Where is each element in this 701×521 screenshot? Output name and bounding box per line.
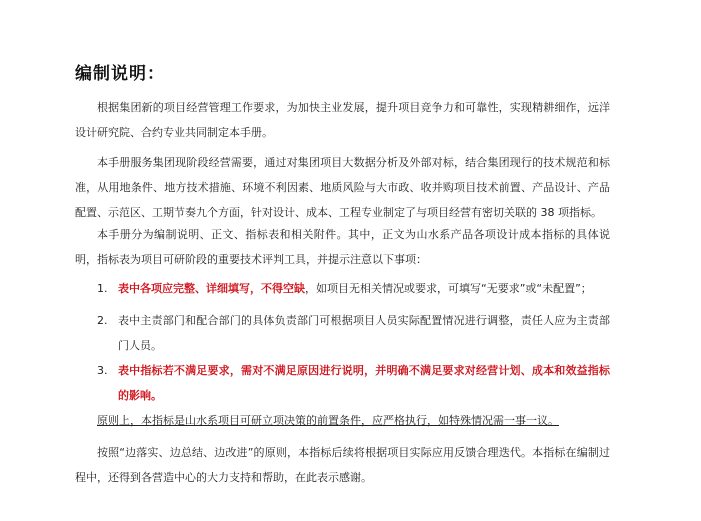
page-title: 编制说明： bbox=[75, 64, 165, 84]
intro-paragraph: 根据集团新的项目经营管理工作要求，为加快主业发展，提升项目竞争力和可靠性，实现精耕细作，远洋设计研究院、合约专业共同制定本手册。 bbox=[75, 101, 610, 139]
list-text bbox=[118, 308, 610, 358]
list-text bbox=[118, 276, 610, 301]
list-text-rest: ，如项目无相关情况或要求，可填写“无要求”或“未配置”； bbox=[305, 282, 592, 295]
principle-note: 原则上，本指标是山水系项目可研立项决策的前置条件，应严格执行，如特殊情况需一事一议。 bbox=[97, 414, 559, 427]
list-number: 1. bbox=[97, 282, 108, 295]
highlight-text: 表中指标若不满足要求，需对不满足原因进行说明，并明确不满足要求对经营计划、成本和效益指标的影响。 bbox=[118, 364, 610, 402]
scope-paragraph: 本手册服务集团现阶段经营需要，通过对集团项目大数据分析及外部对标，结合集团现行的技术规范和标准，从用地条件、地方技术措施、环境不利因素、地质风险与大市政、收并购项目技术前置、产品设计、产品配置、示范区、工期节奏九个方面，针对设计、成本、工程专业制定了与项目经营有密切关联的 38 项指标。 bbox=[75, 156, 610, 219]
list-item-3 bbox=[97, 358, 610, 408]
list-number: 3. bbox=[97, 364, 108, 377]
list-item-2 bbox=[97, 308, 610, 358]
list-number: 2. bbox=[97, 314, 108, 327]
structure-paragraph: 本手册分为编制说明、正文、指标表和相关附件。其中，正文为山水系产品各项设计成本指标的具体说明，指标表为项目可研阶段的重要技术评判工具，并提示注意以下事项： bbox=[75, 228, 610, 266]
closing-paragraph: 按照“边落实、边总结、边改进”的原则，本指标后续将根据项目实际应用反馈合理迭代。本指标在编制过程中，还得到各营造中心的大力支持和帮助，在此表示感谢。 bbox=[75, 446, 610, 484]
list-text-rest: 表中主责部门和配合部门的具体负责部门可根据项目人员实际配置情况进行调整，责任人应为主责部门人员。 bbox=[118, 314, 610, 352]
list-text bbox=[118, 358, 610, 408]
list-item-1 bbox=[97, 276, 610, 301]
highlight-text: 表中各项应完整、详细填写，不得空缺 bbox=[118, 282, 305, 295]
